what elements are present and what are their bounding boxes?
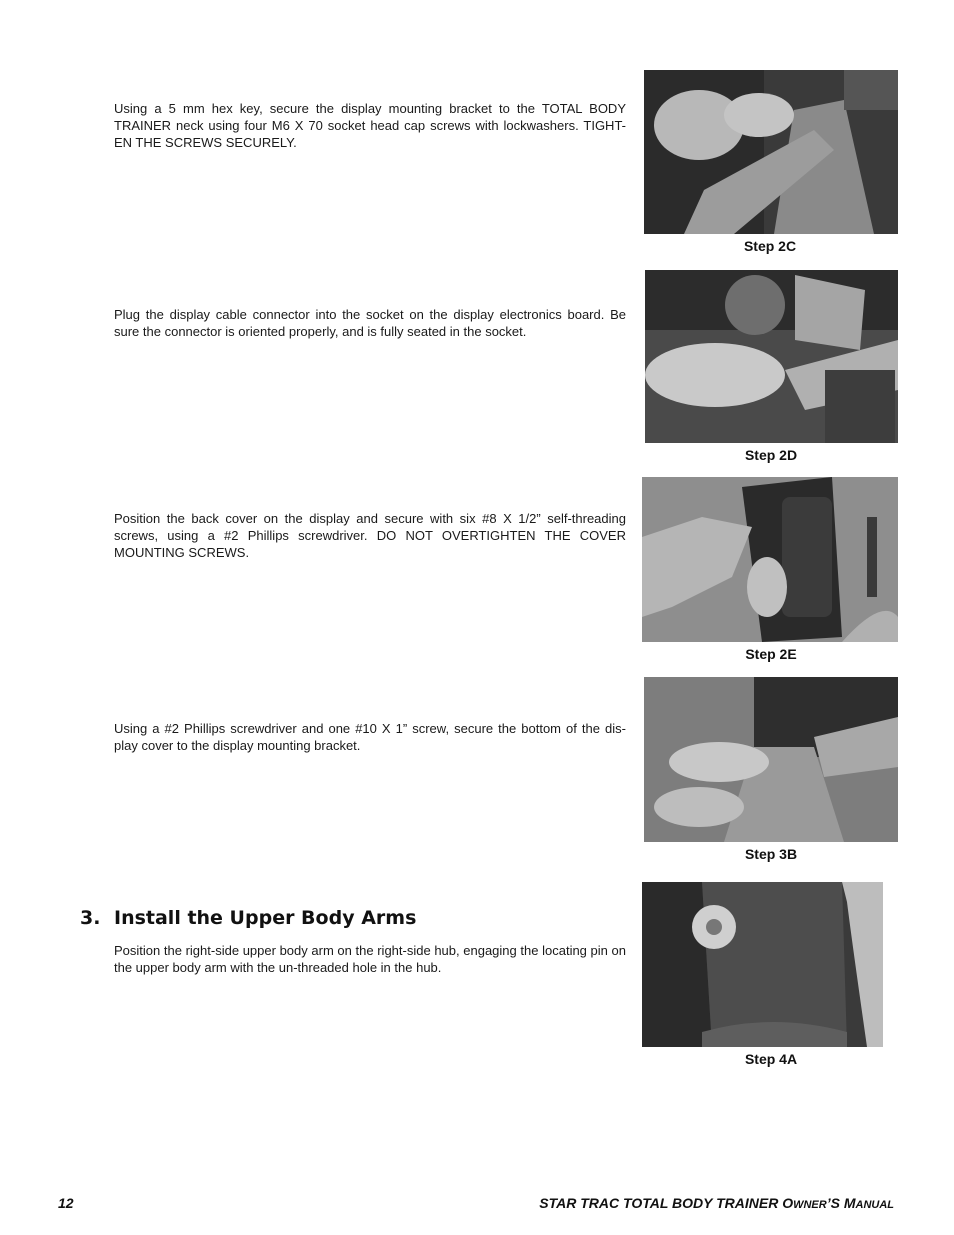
step-3b-photo — [644, 677, 898, 842]
step-2d-caption: Step 2D — [744, 447, 798, 463]
section-heading — [80, 907, 416, 929]
step-2d-photo — [645, 270, 898, 443]
step-2d-instructions: Plug the display cable connector into the socket on the display electronics board. Be sure the connector is oriented properly, and is fully seated in the socket. — [114, 307, 626, 339]
step-4a-instructions: Position the right-side upper body arm on the right-side hub, engaging the locating pin on the upper body arm with the un-threaded hole in the hub. — [114, 943, 626, 975]
section-title: Install the Upper Body Arms — [114, 907, 417, 929]
step-2e-caption: Step 2E — [745, 646, 797, 662]
page-number: 12 — [58, 1195, 74, 1211]
step-2c-photo — [644, 70, 898, 234]
step-2e-instructions: Position the back cover on the display and secure with six #8 X 1/2” self-threading screws, using a #2 Phillips screwdriver. DO NOT OVERTIGHTEN THE COVER MOUNTING SCREWS. — [114, 511, 626, 560]
step-2c-instructions: Using a 5 mm hex key, secure the display mounting bracket to the TOTAL BODY TRAINER neck using four M6 X 70 socket head cap screws with lockwashers. TIGHT-EN THE SCREWS SECURELY. — [114, 101, 626, 150]
step-2c-caption: Step 2C — [743, 238, 797, 254]
step-3b-caption: Step 3B — [744, 846, 798, 862]
step-4a-caption: Step 4A — [744, 1051, 798, 1067]
manual-title: STAR TRAC TOTAL BODY TRAINER OWNER’S MANUAL — [539, 1195, 894, 1211]
step-4a-photo — [642, 882, 883, 1047]
section-number: 3. — [80, 907, 101, 929]
step-2e-photo — [642, 477, 898, 642]
step-3b-instructions: Using a #2 Phillips screwdriver and one #10 X 1” screw, secure the bottom of the dis-play cover to the display mounting bracket. — [114, 721, 626, 753]
